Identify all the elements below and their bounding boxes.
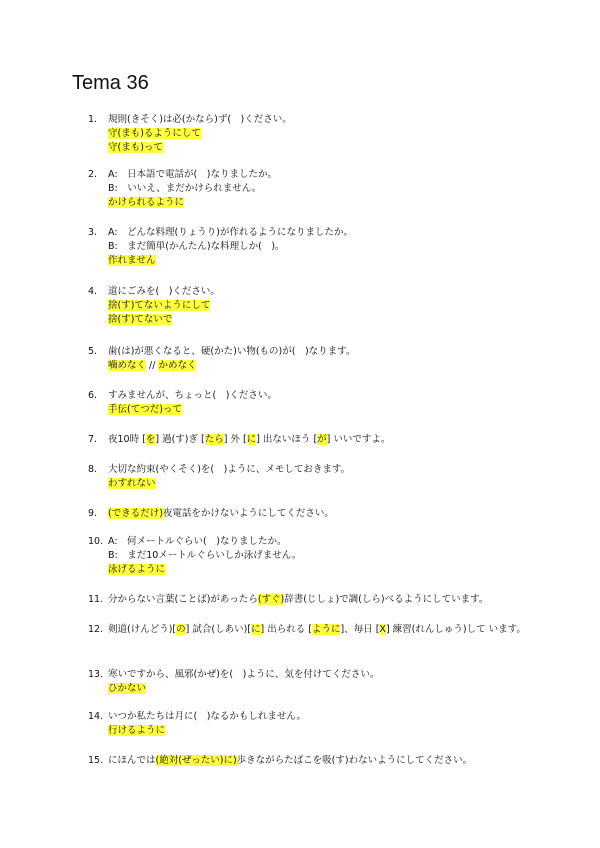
question-line bbox=[108, 593, 548, 607]
exercise-number: 5. bbox=[88, 346, 98, 357]
question-line bbox=[108, 710, 548, 724]
exercise-number: 13. bbox=[88, 669, 104, 680]
highlighted-answer: (絶対(ぜったい)に) bbox=[155, 755, 237, 766]
exercise-item bbox=[88, 389, 548, 417]
answer-line bbox=[108, 403, 548, 417]
exercise-item bbox=[88, 113, 548, 155]
question-line bbox=[108, 345, 548, 359]
highlighted-answer: に bbox=[246, 434, 257, 445]
exercise-body bbox=[108, 754, 548, 768]
highlighted-answer: ように bbox=[311, 624, 341, 635]
text-segment: ] 外 [ bbox=[223, 434, 247, 445]
highlighted-answer: わすれない bbox=[108, 478, 156, 489]
highlighted-answer: 泳げるように bbox=[108, 564, 166, 575]
highlighted-answer: かめなく bbox=[158, 360, 197, 371]
answer-line bbox=[108, 141, 548, 155]
text-segment: ] 出られる [ bbox=[260, 624, 312, 635]
highlighted-answer: 作れません bbox=[108, 255, 156, 266]
exercise-number: 8. bbox=[88, 464, 98, 475]
exercise-body bbox=[108, 623, 548, 637]
text-segment: A: 何メートルぐらい( )なりましたか。 bbox=[108, 536, 287, 547]
text-segment: にほんでは bbox=[108, 755, 156, 766]
text-segment: A: どんな料理(りょうり)が作れるようになりましたか。 bbox=[108, 227, 353, 238]
answer-line bbox=[108, 477, 548, 491]
text-segment: ] いいですよ。 bbox=[326, 434, 391, 445]
text-segment: ] 試合(しあい)[ bbox=[185, 624, 251, 635]
exercise-body bbox=[108, 345, 548, 373]
highlighted-answer: 捨(す)てないようにして bbox=[108, 300, 211, 311]
exercise-item bbox=[88, 593, 548, 607]
text-segment: 歯(は)が悪くなると、硬(かた)い物(もの)が( )なります。 bbox=[108, 346, 356, 357]
exercise-number: 10. bbox=[88, 536, 104, 547]
exercise-number: 4. bbox=[88, 286, 98, 297]
exercise-body bbox=[108, 113, 548, 155]
answer-line bbox=[108, 254, 548, 268]
question-line bbox=[108, 389, 548, 403]
answer-line bbox=[108, 313, 548, 327]
text-segment: B: いいえ、まだかけられません。 bbox=[108, 183, 262, 194]
exercise-item bbox=[88, 433, 548, 447]
exercise-body bbox=[108, 226, 548, 268]
highlighted-answer: たら bbox=[204, 434, 224, 445]
highlighted-answer: が bbox=[317, 434, 327, 445]
exercise-number: 12. bbox=[88, 624, 104, 635]
text-segment: 道にごみを( )ください。 bbox=[108, 286, 220, 297]
text-segment: ] 過(す)ぎ [ bbox=[155, 434, 205, 445]
exercise-item bbox=[88, 345, 548, 373]
exercise-number: 1. bbox=[88, 114, 98, 125]
text-segment: 歩きながらたばこを吸(す)わないようにしてください。 bbox=[236, 755, 473, 766]
exercise-number: 2. bbox=[88, 169, 98, 180]
exercise-body bbox=[108, 535, 548, 577]
exercise-item bbox=[88, 623, 548, 637]
question-line bbox=[108, 623, 548, 637]
exercise-item bbox=[88, 285, 548, 327]
highlighted-answer: (できるだけ) bbox=[108, 508, 163, 519]
highlighted-answer: を bbox=[145, 434, 156, 445]
exercise-number: 9. bbox=[88, 508, 98, 519]
page-title: Tema 36 bbox=[72, 72, 149, 94]
exercise-body bbox=[108, 710, 548, 738]
exercise-body bbox=[108, 593, 548, 607]
text-segment: ] 練習(れんしゅう)して います。 bbox=[385, 624, 526, 635]
answer-line bbox=[108, 127, 548, 141]
text-segment: 寒いですから、風邪(かぜ)を( )ように、気を付けてください。 bbox=[108, 669, 380, 680]
highlighted-answer: に bbox=[251, 624, 261, 635]
question-line bbox=[108, 535, 548, 549]
exercise-body bbox=[108, 389, 548, 417]
exercise-item bbox=[88, 507, 548, 521]
answer-line bbox=[108, 359, 548, 373]
highlighted-answer: 守(まも)るようにして bbox=[108, 128, 201, 139]
exercise-item bbox=[88, 710, 548, 738]
text-segment: // bbox=[146, 360, 159, 371]
question-line bbox=[108, 433, 548, 447]
answer-line bbox=[108, 682, 548, 696]
text-segment: ]、毎日 [ bbox=[340, 624, 380, 635]
highlighted-answer: の bbox=[176, 624, 186, 635]
answer-line bbox=[108, 182, 548, 196]
exercise-item bbox=[88, 668, 548, 696]
text-segment: 辞書(じしょ)で調(しら)べるようにしています。 bbox=[284, 594, 489, 605]
question-line bbox=[108, 113, 548, 127]
exercise-number: 3. bbox=[88, 227, 98, 238]
question-line bbox=[108, 668, 548, 682]
highlighted-answer: 捨(す)てないで bbox=[108, 314, 173, 325]
highlighted-answer: (すぐ) bbox=[257, 594, 285, 605]
answer-line bbox=[108, 724, 548, 738]
answer-line bbox=[108, 299, 548, 313]
exercise-number: 14. bbox=[88, 711, 104, 722]
text-segment: いつか私たちは月に( )なるかもしれません。 bbox=[108, 711, 306, 722]
text-segment: 剣道(けんどう)[ bbox=[108, 624, 177, 635]
exercise-number: 11. bbox=[88, 594, 104, 605]
question-line bbox=[108, 285, 548, 299]
exercise-body bbox=[108, 168, 548, 210]
text-segment: 夜電話をかけないようにしてください。 bbox=[162, 508, 334, 519]
text-segment: すみませんが、ちょっと( )ください。 bbox=[108, 390, 277, 401]
text-segment: B: まだ簡単(かんたん)な料理しか( )。 bbox=[108, 241, 285, 252]
text-segment: 分からない言葉(ことば)があったら bbox=[108, 594, 258, 605]
question-line bbox=[108, 463, 548, 477]
exercise-body bbox=[108, 433, 548, 447]
exercise-body bbox=[108, 463, 548, 491]
exercise-item bbox=[88, 168, 548, 210]
exercise-body bbox=[108, 507, 548, 521]
highlighted-answer: 行けるように bbox=[108, 725, 166, 736]
exercise-body bbox=[108, 668, 548, 696]
exercise-item bbox=[88, 535, 548, 577]
highlighted-answer: 守(まも)って bbox=[108, 142, 163, 153]
highlighted-answer: かけられるように bbox=[108, 197, 185, 208]
exercise-item bbox=[88, 754, 548, 768]
highlighted-answer: X bbox=[379, 624, 386, 635]
question-line bbox=[108, 226, 548, 240]
exercise-item bbox=[88, 226, 548, 268]
highlighted-answer: 噛めなく bbox=[108, 360, 147, 371]
text-segment: 夜10時 [ bbox=[108, 434, 146, 445]
answer-line bbox=[108, 563, 548, 577]
question-line bbox=[108, 754, 548, 768]
question-line bbox=[108, 507, 548, 521]
text-segment: 規則(きそく)は必(かなら)ず( )ください。 bbox=[108, 114, 292, 125]
exercise-number: 7. bbox=[88, 434, 98, 445]
question-line bbox=[108, 168, 548, 182]
answer-line bbox=[108, 240, 548, 254]
text-segment: ] 出ないほう [ bbox=[256, 434, 318, 445]
text-segment: A: 日本語で電話が( )なりましたか。 bbox=[108, 169, 277, 180]
answer-line bbox=[108, 549, 548, 563]
answer-line bbox=[108, 196, 548, 210]
text-segment: B: まだ10メートルぐらいしか泳げません。 bbox=[108, 550, 302, 561]
exercise-number: 6. bbox=[88, 390, 98, 401]
exercise-body bbox=[108, 285, 548, 327]
text-segment: 大切な約束(やくそく)を( )ように、メモしておきます。 bbox=[108, 464, 351, 475]
exercise-item bbox=[88, 463, 548, 491]
exercise-number: 15. bbox=[88, 755, 104, 766]
highlighted-answer: 手伝(てつだ)って bbox=[108, 404, 182, 415]
highlighted-answer: ひかない bbox=[108, 683, 147, 694]
